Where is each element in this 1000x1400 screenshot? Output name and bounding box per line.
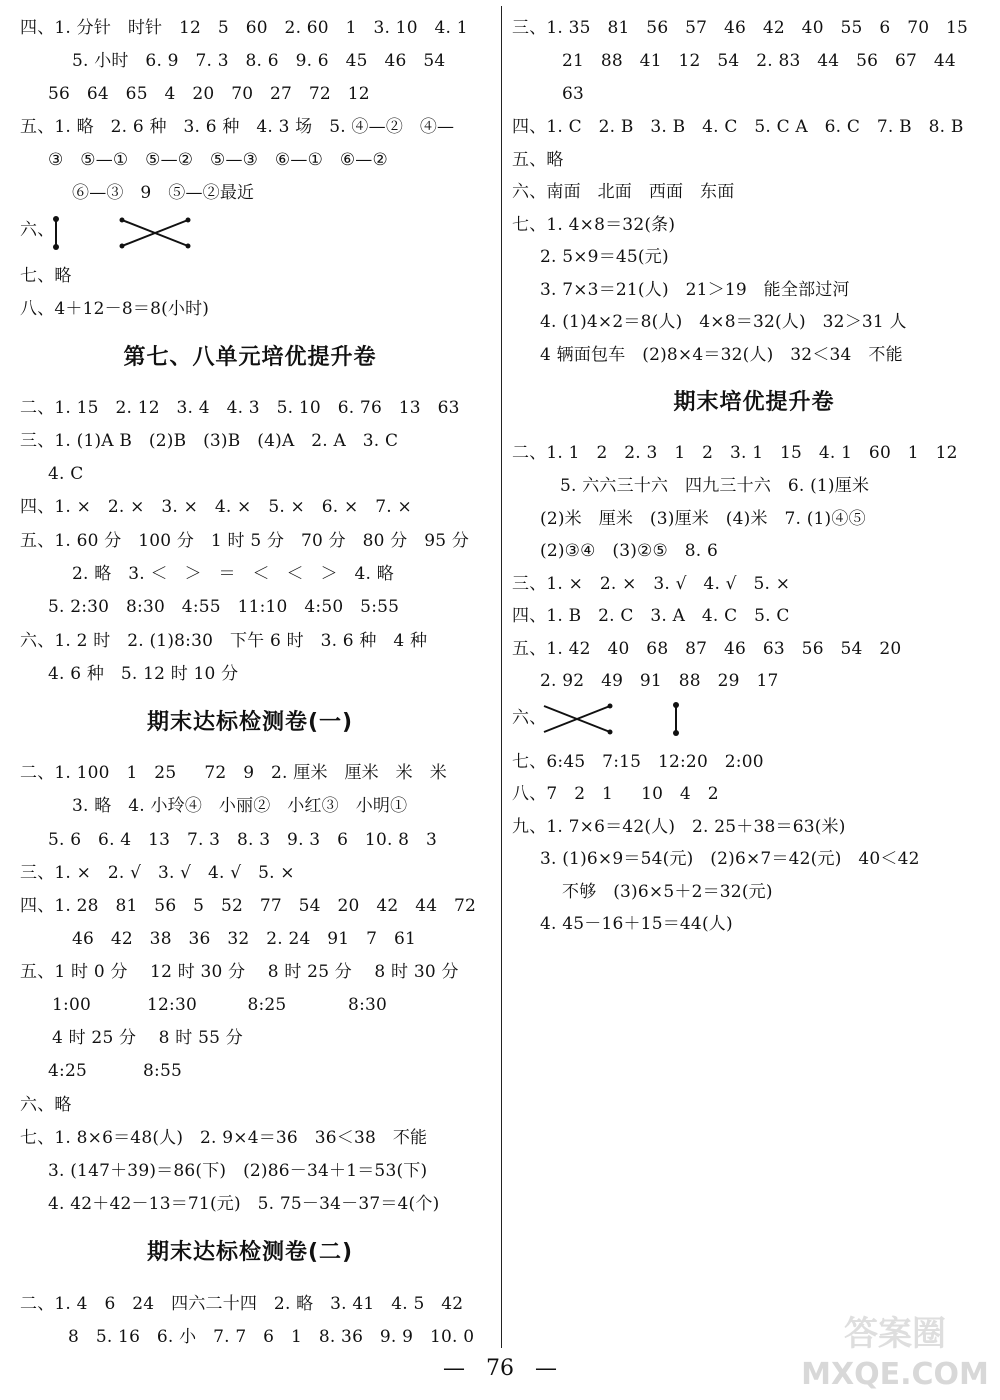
answer-line: 七、1. 4×8＝32(条) — [512, 215, 676, 235]
answer-line: 4:25 8:55 — [48, 1061, 182, 1081]
connection-diagram — [48, 214, 198, 254]
section-heading: 期末达标检测卷(二) — [146, 1240, 354, 1265]
answer-line: 46 42 38 36 32 2. 24 91 7 61 — [72, 929, 416, 949]
answer-line: 六、略 — [20, 1095, 72, 1115]
answer-line: 2. 92 49 91 88 29 17 — [540, 671, 779, 691]
answer-line: 不够 (3)6×5＋2＝32(元) — [562, 882, 773, 902]
answer-line: 六、南面 北面 西面 东面 — [512, 182, 735, 202]
answer-line: 5. 2:30 8:30 4:55 11:10 4:50 5:55 — [48, 597, 400, 617]
answer-line: 4 辆面包车 (2)8×4＝32(人) 32＜34 不能 — [540, 345, 903, 365]
answer-line: 5. 六六三十六 四九三十六 6. (1)厘米 — [560, 476, 870, 496]
answer-line: 4. 6 种 5. 12 时 10 分 — [48, 664, 239, 684]
answer-line: ⑥—③ 9 ⑤—②最近 — [72, 183, 255, 203]
answer-line: 四、1. × 2. × 3. × 4. × 5. × 6. × 7. × — [20, 497, 412, 517]
answer-line: 四、1. 28 81 56 5 52 77 54 20 42 44 72 — [20, 896, 477, 916]
connection-diagram — [536, 700, 686, 740]
answer-line: 4. C — [48, 464, 84, 484]
answer-line: 5. 小时 6. 9 7. 3 8. 6 9. 6 45 46 54 — [72, 51, 446, 71]
answer-line: 二、1. 100 1 25 72 9 2. 厘米 厘米 米 米 — [20, 763, 447, 783]
answer-line: 三、1. × 2. × 3. √ 4. √ 5. × — [512, 574, 791, 594]
watermark-logo-mark: 答案圈 — [844, 1314, 946, 1354]
section-heading: 期末达标检测卷(一) — [146, 710, 354, 735]
answer-line: 2. 略 3. ＜ ＞ ＝ ＜ ＜ ＞ 4. 略 — [72, 564, 394, 584]
answer-line: 八、4＋12－8＝8(小时) — [20, 299, 210, 319]
watermark-site: MXQE.COM — [801, 1357, 989, 1392]
answer-line: 二、1. 4 6 24 四六二十四 2. 略 3. 41 4. 5 42 — [20, 1294, 464, 1314]
answer-line: 5. 6 6. 4 13 7. 3 8. 3 9. 3 6 10. 8 3 — [48, 830, 438, 850]
answer-line: 56 64 65 4 20 70 27 72 12 — [48, 84, 370, 104]
answer-line: 4. (1)4×2＝8(人) 4×8＝32(人) 32＞31 人 — [540, 312, 907, 332]
answer-line: (2)米 厘米 (3)厘米 (4)米 7. (1)④⑤ — [540, 509, 866, 529]
section-label: 六、 — [20, 220, 55, 240]
answer-line: 21 88 41 12 54 2. 83 44 56 67 44 — [562, 51, 956, 71]
answer-line: 五、1. 略 2. 6 种 3. 6 种 4. 3 场 5. ④—② ④— — [20, 117, 455, 137]
answer-line: 2. 5×9＝45(元) — [540, 247, 669, 267]
section-heading: 期末培优提升卷 — [673, 390, 835, 415]
answer-line: 四、1. B 2. C 3. A 4. C 5. C — [512, 606, 790, 626]
answer-line: 五、1. 42 40 68 87 46 63 56 54 20 — [512, 639, 902, 659]
answer-line: 63 — [562, 84, 585, 104]
answer-line: 4 时 25 分 8 时 55 分 — [52, 1028, 243, 1048]
section-heading: 第七、八单元培优提升卷 — [123, 345, 377, 370]
answer-line: 3. (147＋39)＝86(下) (2)86－34＋1＝53(下) — [48, 1161, 428, 1181]
answer-line: 3. (1)6×9＝54(元) (2)6×7＝42(元) 40＜42 — [540, 849, 920, 869]
answer-line: 五、1. 60 分 100 分 1 时 5 分 70 分 80 分 95 分 — [20, 531, 470, 551]
answer-line: 七、6:45 7:15 12:20 2:00 — [512, 752, 764, 772]
answer-line: 四、1. C 2. B 3. B 4. C 5. C A 6. C 7. B 8. B — [512, 117, 964, 137]
watermark-logo — [800, 1302, 990, 1392]
answer-line: 三、1. (1)A B (2)B (3)B (4)A 2. A 3. C — [20, 431, 399, 451]
answer-line: 三、1. 35 81 56 57 46 42 40 55 6 70 15 — [512, 18, 969, 38]
answer-line: 4. 42＋42－13＝71(元) 5. 75－34－37＝4(个) — [48, 1194, 440, 1214]
answer-line: 九、1. 7×6＝42(人) 2. 25＋38＝63(米) — [512, 817, 846, 837]
answer-line: 三、1. × 2. √ 3. √ 4. √ 5. × — [20, 863, 295, 883]
answer-line: 五、略 — [512, 150, 564, 170]
answer-line: 七、1. 8×6＝48(人) 2. 9×4＝36 36＜38 不能 — [20, 1128, 428, 1148]
answer-line: 4. 45－16＋15＝44(人) — [540, 914, 733, 934]
answer-line: 3. 7×3＝21(人) 21＞19 能全部过河 — [540, 280, 850, 300]
answer-line: 八、7 2 1 10 4 2 — [512, 784, 719, 804]
answer-line: 七、略 — [20, 266, 72, 286]
answer-line: 二、1. 1 2 2. 3 1 2 3. 1 15 4. 1 60 1 12 — [512, 443, 958, 463]
answer-line: ③ ⑤—① ⑤—② ⑤—③ ⑥—① ⑥—② — [48, 150, 388, 170]
answer-line: 8 5. 16 6. 小 7. 7 6 1 8. 36 9. 9 10. 0 — [68, 1327, 475, 1347]
answer-line: 二、1. 15 2. 12 3. 4 4. 3 5. 10 6. 76 13 63 — [20, 398, 460, 418]
answer-line: 3. 略 4. 小玲④ 小丽② 小红③ 小明① — [72, 796, 408, 816]
column-divider — [501, 6, 502, 1348]
answer-line: (2)③④ (3)②⑤ 8. 6 — [540, 541, 718, 561]
answer-line: 六、1. 2 时 2. (1)8:30 下午 6 时 3. 6 种 4 种 — [20, 631, 428, 651]
section-label: 六、 — [512, 708, 547, 728]
answer-line: 五、1 时 0 分 12 时 30 分 8 时 25 分 8 时 30 分 — [20, 962, 459, 982]
answer-line: 1:00 12:30 8:25 8:30 — [52, 995, 388, 1015]
page-number: — 76 — — [443, 1356, 557, 1381]
answer-line: 四、1. 分针 时针 12 5 60 2. 60 1 3. 10 4. 1 — [20, 18, 468, 38]
